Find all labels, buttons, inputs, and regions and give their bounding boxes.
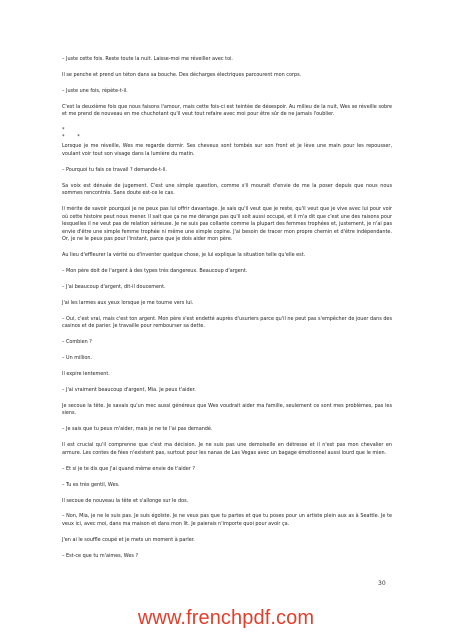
paragraph: C'est la deuxième fois que nous faisons l'amour, mais cette fois-ci est teintée de désespoir. Au milieu de la nuit, Wes se réveille sobre et me prend de nouveau en me chuchotant qu'il veut tout refaire avec moi pour être sûr de ne jamais l'oublier.: [62, 103, 392, 118]
paragraph: – Juste cette fois. Reste toute la nuit. Laisse-moi me réveiller avec toi.: [62, 56, 233, 62]
paragraph: Il est crucial qu'il comprenne que c'est ma décision. Je ne suis pas une demoiselle en détresse et il n'est pas mon chevalier en armure. Les contes de fées n'existent pas, surtout pour les nanas de Las Vegas avec un bagage émotionnel aussi lourd que le mien.: [62, 442, 392, 456]
paragraph: Il secoue de nouveau la tête et s'allonge sur le dos.: [62, 497, 189, 504]
paragraph: Il mérite de savoir pourquoi je ne peux pas lui offrir davantage. Je sais qu'il veut que je reste, qu'il veut que je vive avec lui pour voir où cette histoire peut nous mener. Il sait que ça ne me dérange pas qu'il soit aussi occupé, et il m'a dit que c'est une des raisons pour lesquelles il ne veut pas de relation sérieuse. Je ne suis pas collante comme la plupart des femmes trophées et, justement, je n'ai pas envie d'être une simple femme trophée ni même une simple copine. J'ai besoin de tracer mon propre chemin et d'être indépendante. Or, je ne le peux pas pour l'instant, parce que je dois aider mon père.: [62, 206, 392, 243]
paragraph: – Je sais que tu peux m'aider, mais je ne te l'ai pas demandé.: [62, 426, 213, 433]
paragraph: – Et si je te dis que j'ai quand même envie de t'aider ?: [62, 465, 195, 472]
paragraph: – Combien ?: [62, 339, 92, 346]
paragraph: – J'ai vraiment beaucoup d'argent, Mia. Je peux t'aider.: [62, 387, 196, 393]
paragraph: Au lieu d'effleurer la vérité ou d'inventer quelque chose, je lui explique la situation telle qu'elle est.: [62, 252, 306, 259]
paragraph: Il se penche et prend un téton dans sa bouche. Des décharges électriques parcourent mon corps.: [62, 71, 302, 78]
paragraph: Sa voix est dénuée de jugement. C'est une simple question, comme s'il mourait d'envie de me la poser depuis que nous nous sommes rencontrés. Sans doute est-ce le cas.: [62, 182, 392, 197]
paragraph: – Mon père doit de l'argent à des types très dangereux. Beaucoup d'argent.: [62, 268, 248, 275]
paragraph: Je secoue la tête. Je savais qu'un mec aussi généreux que Wes voudrait aider ma famille, seulement ce sont mes problèmes, pas les siens.: [62, 402, 392, 417]
document-body: [62, 56, 392, 569]
paragraph: Lorsque je me réveille, Wes me regarde dormir. Ses cheveux sont tombés sur son front et je lève une main pour les repousser, voulant voir tout son visage dans la lumière du matin.: [62, 143, 392, 157]
paragraph: J'ai les larmes aux yeux lorsque je me tourne vers lui.: [62, 299, 194, 306]
paragraph: – Oui, c'est vrai, mais c'est ton argent. Mon père s'est endetté auprès d'usuriers parce qu'il ne peut pas s'empêcher de jouer dans des casinos et de parier. Je travaille pour rembourser sa dette.: [62, 315, 392, 330]
scene-break-line: *: [62, 127, 65, 134]
paragraph: – Non, Mia, je ne le suis pas. Je suis égoïste. Je ne veux pas que tu partes et que tu poses pour un artiste plein aux as à Seattle. Je te veux ici, avec moi, dans ma maison et dans mon lit. Je paierais n'importe quoi pour avoir ça.: [62, 513, 392, 528]
paragraph: – Juste une fois, répète-t-il.: [62, 87, 128, 94]
scene-break-line: * *: [62, 133, 80, 140]
paragraph: – Tu es très gentil, Wes.: [62, 481, 120, 488]
paragraph: – Un million.: [62, 355, 93, 362]
paragraph: – Est-ce que tu m'aimes, Wes ?: [62, 552, 139, 559]
paragraph: J'en ai le souffle coupé et je mets un moment à parler.: [62, 536, 195, 543]
paragraph: – Pourquoi tu fais ce travail ? demande-t-il.: [62, 166, 167, 173]
scene-break: [62, 127, 392, 140]
paragraph: Il expire lentement.: [62, 371, 110, 378]
page-number: 30: [378, 580, 386, 587]
watermark-link[interactable]: www.frenchpdf.com: [137, 607, 315, 629]
paragraph: – J'ai beaucoup d'argent, dit-il doucement.: [62, 284, 166, 291]
